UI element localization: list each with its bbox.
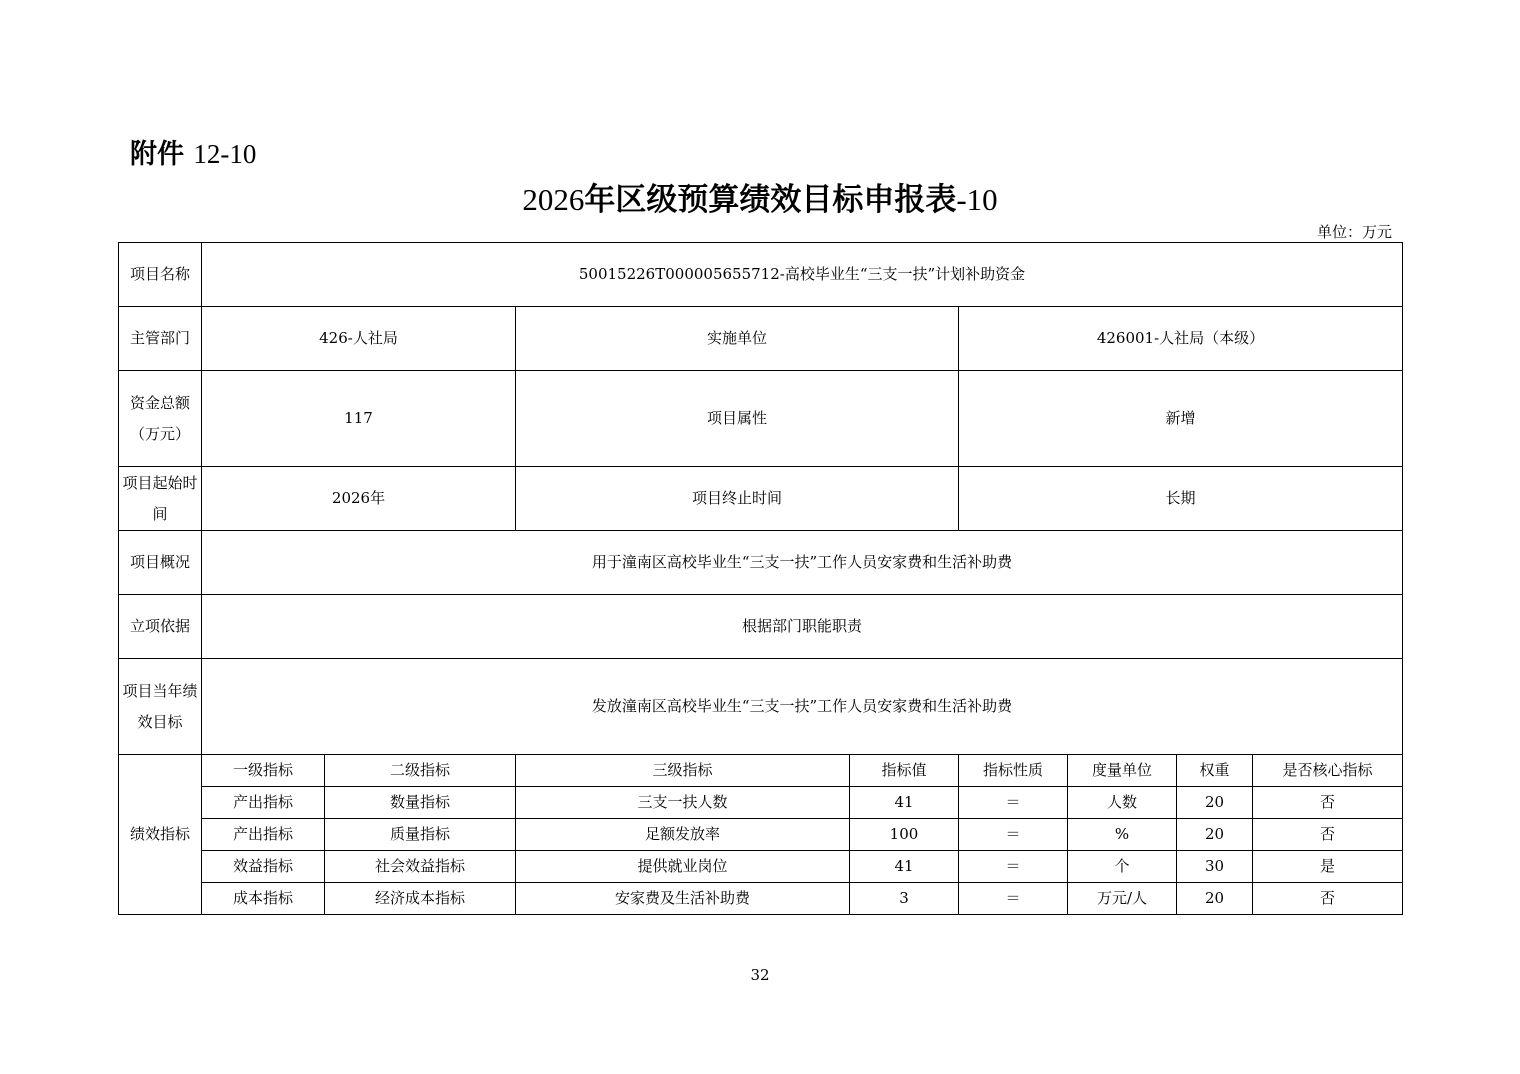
overview-label: 项目概况: [119, 531, 202, 595]
cell-unit: %: [1068, 819, 1177, 851]
unit-label: 单位：万元: [1316, 223, 1392, 241]
row-fund: [119, 371, 1403, 467]
cell-level1: 产出指标: [202, 787, 325, 819]
start-label: 项目起始时间: [119, 467, 202, 531]
cell-level1: 成本指标: [202, 883, 325, 915]
page-number: 32: [750, 966, 770, 984]
project-name-value: 50015226T000005655712-高校毕业生“三支一扶”计划补助资金: [202, 243, 1403, 307]
cell-value: 41: [850, 787, 959, 819]
cell-core: 否: [1253, 787, 1403, 819]
table-row: [119, 819, 1403, 851]
cell-level3: 足额发放率: [516, 819, 850, 851]
fund-label: 资金总额（万元）: [119, 371, 202, 467]
budget-table: [118, 242, 1403, 915]
cell-unit: 个: [1068, 851, 1177, 883]
cell-level2: 数量指标: [325, 787, 516, 819]
attachment-label: [130, 132, 256, 171]
table-row: [119, 787, 1403, 819]
cell-weight: 20: [1177, 819, 1253, 851]
project-name-label: 项目名称: [119, 243, 202, 307]
table-row: [119, 851, 1403, 883]
cell-nature: ＝: [959, 851, 1068, 883]
cell-unit: 万元/人: [1068, 883, 1177, 915]
header-level3: 三级指标: [516, 755, 850, 787]
title-suffix: -10: [956, 182, 998, 217]
indicators-label: 绩效指标: [119, 755, 202, 915]
cell-core: 否: [1253, 819, 1403, 851]
header-nature: 指标性质: [959, 755, 1068, 787]
end-label: 项目终止时间: [516, 467, 959, 531]
row-overview: [119, 531, 1403, 595]
attachment-number: 12-10: [193, 139, 257, 169]
title-year: 2026: [522, 182, 585, 217]
header-level2: 二级指标: [325, 755, 516, 787]
cell-level3: 三支一扶人数: [516, 787, 850, 819]
row-basis: [119, 595, 1403, 659]
header-core: 是否核心指标: [1253, 755, 1403, 787]
attr-label: 项目属性: [516, 371, 959, 467]
cell-level2: 社会效益指标: [325, 851, 516, 883]
header-weight: 权重: [1177, 755, 1253, 787]
attachment-prefix: 附件: [130, 139, 184, 170]
end-value: 长期: [959, 467, 1403, 531]
cell-level2: 质量指标: [325, 819, 516, 851]
impl-value: 426001-人社局（本级）: [959, 307, 1403, 371]
row-goal: [119, 659, 1403, 755]
table-row: [119, 883, 1403, 915]
basis-value: 根据部门职能职责: [202, 595, 1403, 659]
page-title: [0, 174, 1520, 219]
cell-weight: 20: [1177, 883, 1253, 915]
cell-nature: ＝: [959, 787, 1068, 819]
goal-value: 发放潼南区高校毕业生“三支一扶”工作人员安家费和生活补助费: [202, 659, 1403, 755]
title-text: 年区级预算绩效目标申报表: [584, 182, 957, 218]
overview-value: 用于潼南区高校毕业生“三支一扶”工作人员安家费和生活补助费: [202, 531, 1403, 595]
cell-value: 3: [850, 883, 959, 915]
cell-level3: 安家费及生活补助费: [516, 883, 850, 915]
cell-weight: 20: [1177, 787, 1253, 819]
goal-label: 项目当年绩效目标: [119, 659, 202, 755]
row-department: [119, 307, 1403, 371]
attr-value: 新增: [959, 371, 1403, 467]
header-value: 指标值: [850, 755, 959, 787]
cell-core: 是: [1253, 851, 1403, 883]
cell-level3: 提供就业岗位: [516, 851, 850, 883]
cell-level1: 产出指标: [202, 819, 325, 851]
cell-value: 41: [850, 851, 959, 883]
header-unit: 度量单位: [1068, 755, 1177, 787]
cell-value: 100: [850, 819, 959, 851]
indicator-header-row: [119, 755, 1403, 787]
cell-nature: ＝: [959, 819, 1068, 851]
fund-value: 117: [202, 371, 516, 467]
cell-nature: ＝: [959, 883, 1068, 915]
basis-label: 立项依据: [119, 595, 202, 659]
cell-level2: 经济成本指标: [325, 883, 516, 915]
cell-level1: 效益指标: [202, 851, 325, 883]
start-value: 2026年: [202, 467, 516, 531]
row-time: [119, 467, 1403, 531]
header-level1: 一级指标: [202, 755, 325, 787]
dept-label: 主管部门: [119, 307, 202, 371]
cell-core: 否: [1253, 883, 1403, 915]
dept-value: 426-人社局: [202, 307, 516, 371]
impl-label: 实施单位: [516, 307, 959, 371]
cell-unit: 人数: [1068, 787, 1177, 819]
row-project-name: [119, 243, 1403, 307]
cell-weight: 30: [1177, 851, 1253, 883]
